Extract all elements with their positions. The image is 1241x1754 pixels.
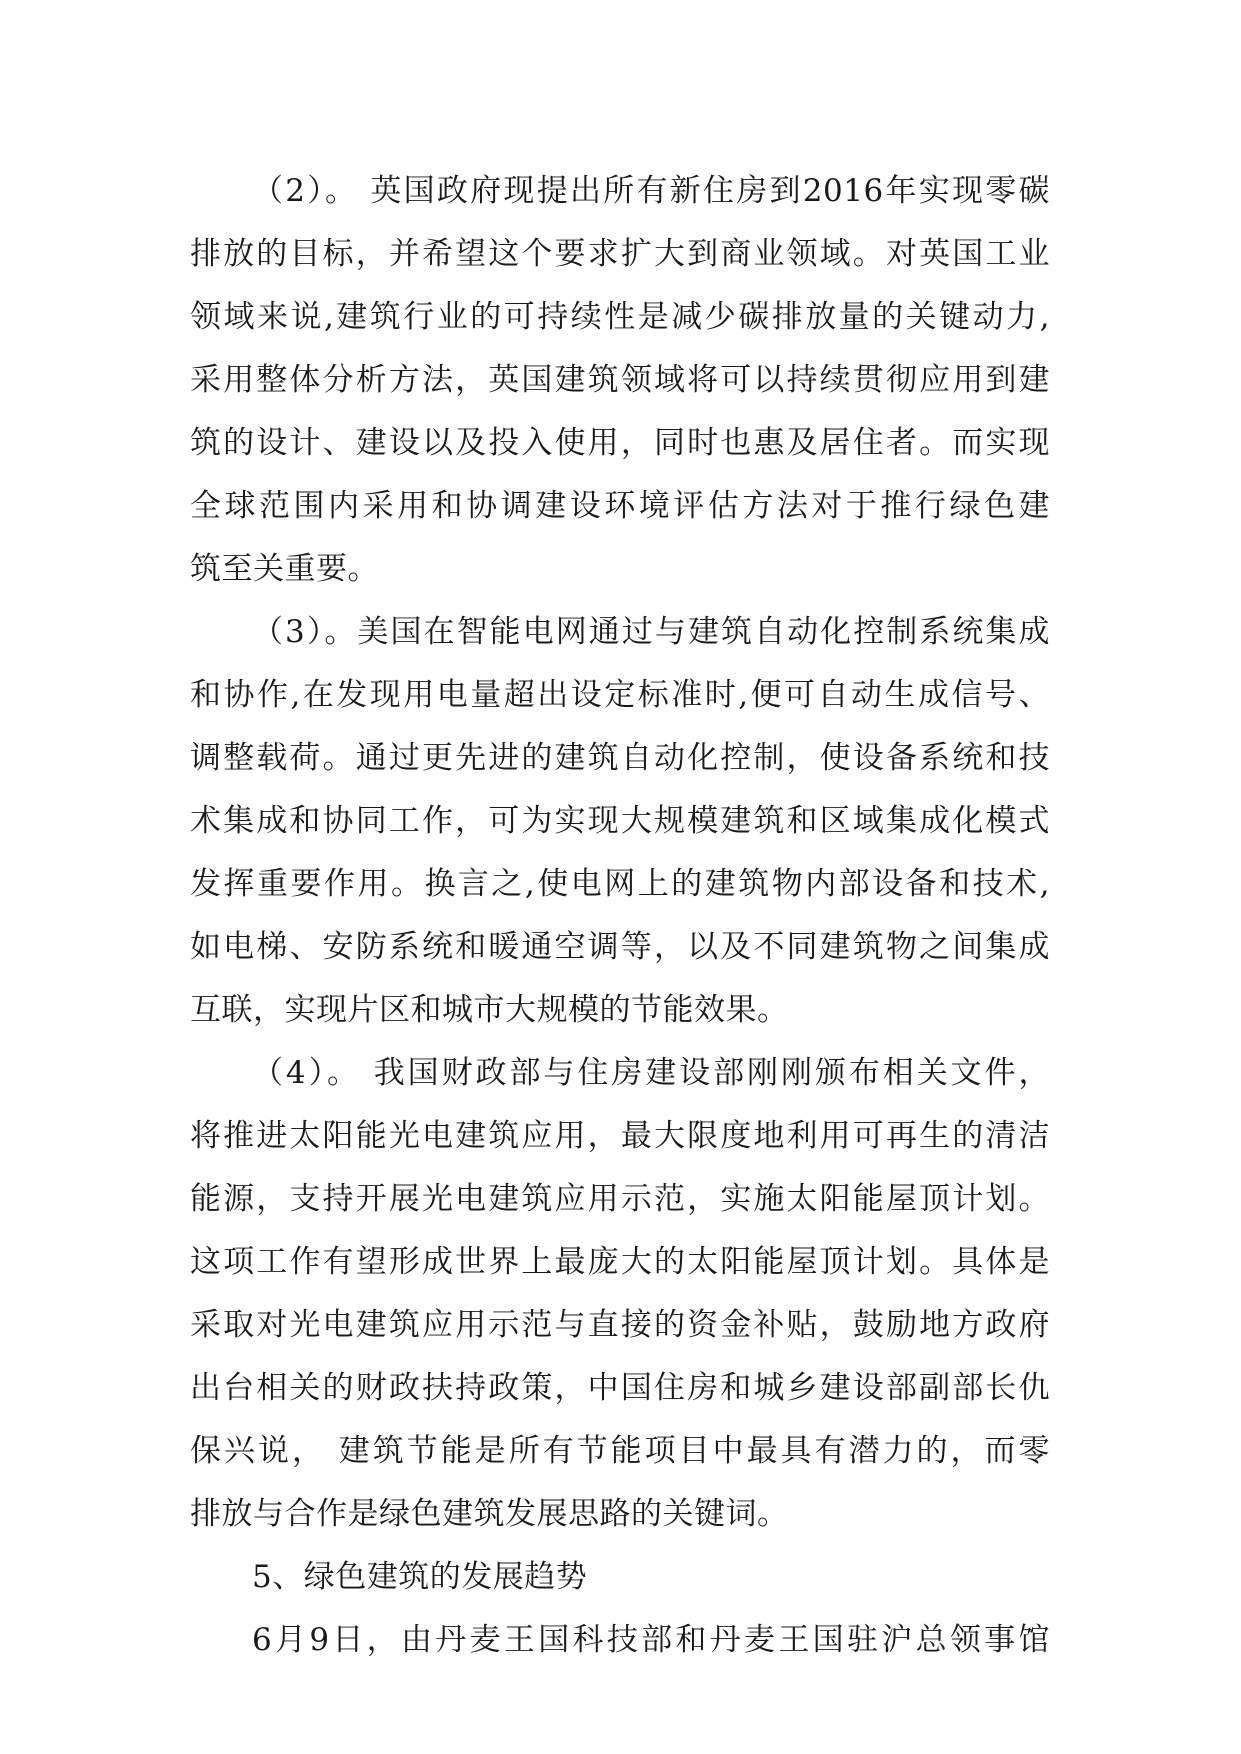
paragraph-line: 采用整体分析方法，英国建筑领域将可以持续贯彻应用到建: [190, 362, 1050, 398]
paragraph-line: 出台相关的财政扶持政策，中国住房和城乡建设部副部长仇: [190, 1370, 1050, 1406]
paragraph-line: （4）。 我国财政部与住房建设部刚刚颁布相关文件，: [252, 1055, 1050, 1091]
document-body: [190, 160, 1050, 1672]
paragraph-line: 能源，支持开展光电建筑应用示范，实施太阳能屋顶计划。: [190, 1181, 1050, 1217]
paragraph-line: 排放的目标，并希望这个要求扩大到商业领域。对英国工业: [190, 236, 1050, 272]
paragraph-line: 这项工作有望形成世界上最庞大的太阳能屋顶计划。具体是: [190, 1244, 1050, 1280]
paragraph-line: 发挥重要作用。换言之,使电网上的建筑物内部设备和技术,: [190, 866, 1050, 902]
paragraph-line: 和协作,在发现用电量超出设定标准时,便可自动生成信号、: [190, 677, 1050, 713]
paragraph-line: 6月9日，由丹麦王国科技部和丹麦王国驻沪总领事馆: [252, 1622, 1050, 1658]
paragraph-line: 如电梯、安防系统和暖通空调等，以及不同建筑物之间集成: [190, 929, 1050, 965]
paragraph-line: 筑的设计、建设以及投入使用，同时也惠及居住者。而实现: [190, 425, 1050, 461]
paragraph-line: 排放与合作是绿色建筑发展思路的关键词。: [190, 1496, 789, 1532]
paragraph-line: 调整载荷。通过更先进的建筑自动化控制，使设备系统和技: [190, 740, 1050, 776]
paragraph-line: （3）。美国在智能电网通过与建筑自动化控制系统集成: [252, 614, 1050, 650]
paragraph-line: 术集成和协同工作，可为实现大规模建筑和区域集成化模式: [190, 803, 1050, 839]
paragraph-line: 采取对光电建筑应用示范与直接的资金补贴，鼓励地方政府: [190, 1307, 1050, 1343]
paragraph-line: 筑至关重要。: [190, 551, 379, 587]
section-heading: 5、绿色建筑的发展趋势: [252, 1559, 588, 1595]
paragraph-line: 全球范围内采用和协调建设环境评估方法对于推行绿色建: [190, 488, 1050, 524]
paragraph-line: 保兴说， 建筑节能是所有节能项目中最具有潜力的，而零: [190, 1433, 1050, 1469]
paragraph-line: 将推进太阳能光电建筑应用，最大限度地利用可再生的清洁: [190, 1118, 1050, 1154]
paragraph-line: （2）。 英国政府现提出所有新住房到2016年实现零碳: [252, 173, 1050, 209]
paragraph-line: 互联，实现片区和城市大规模的节能效果。: [190, 992, 789, 1028]
paragraph-line: 领域来说,建筑行业的可持续性是减少碳排放量的关键动力,: [190, 299, 1050, 335]
